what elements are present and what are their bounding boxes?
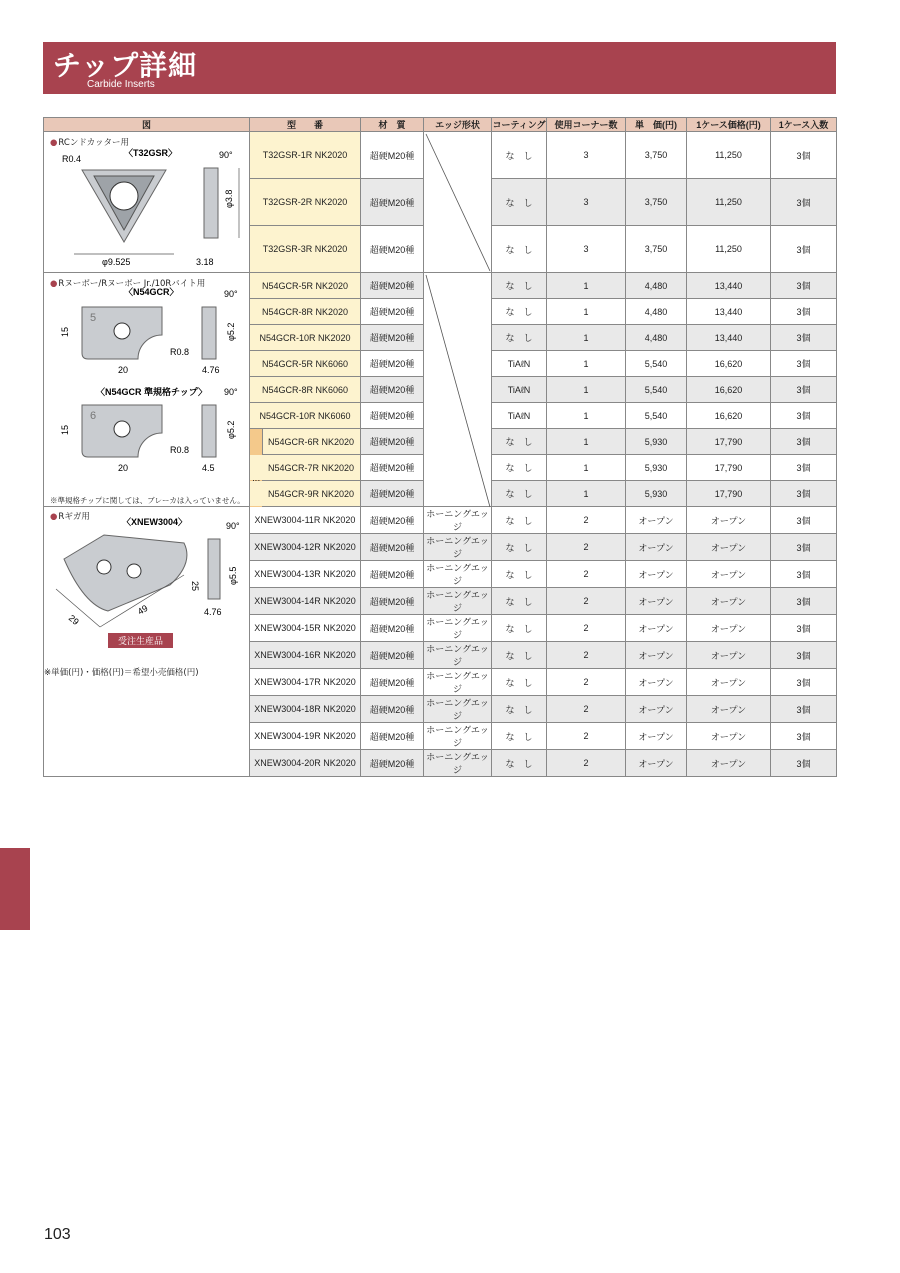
material: 超硬M20種 xyxy=(361,325,424,351)
dim-radius: R0.8 xyxy=(170,445,190,455)
column-header: 図 xyxy=(44,118,250,132)
table-cell: ホーニングエッジ xyxy=(424,615,492,642)
table-cell: 16,620 xyxy=(687,377,771,403)
table-cell: TiAℓN xyxy=(492,377,547,403)
drawing-cell-xnew3004 xyxy=(44,507,250,777)
dim-hole: φ3.8 xyxy=(224,189,234,208)
model-number: N54GCR-10R NK2020 xyxy=(250,325,361,351)
group-label: ● RCンドカッター用 xyxy=(50,136,129,148)
table-cell: 2 xyxy=(547,507,626,534)
table-cell: 3個 xyxy=(771,507,837,534)
table-cell: 13,440 xyxy=(687,299,771,325)
table-cell: 1 xyxy=(547,403,626,429)
dim-angle: 90° xyxy=(224,387,238,397)
dim-radius: R0.8 xyxy=(170,347,190,357)
edge-diagonal-line xyxy=(424,132,492,273)
table-cell: 11,250 xyxy=(687,226,771,273)
model-number: XNEW3004-15R NK2020 xyxy=(250,615,361,642)
drawing-title-std: 〈N54GCR 準規格チップ〉 xyxy=(96,387,208,397)
table-cell: オープン xyxy=(687,507,771,534)
table-cell: 超硬M20種 xyxy=(361,507,424,534)
table-cell: な し xyxy=(492,481,547,507)
table-cell: 3個 xyxy=(771,723,837,750)
table-cell: オープン xyxy=(687,723,771,750)
dim-height: 15 xyxy=(60,326,70,337)
dim-thickness: 4.5 xyxy=(202,463,215,473)
material: 超硬M20種 xyxy=(361,351,424,377)
table-cell: な し xyxy=(492,588,547,615)
dim-radius: R0.4 xyxy=(62,154,82,164)
table-cell: 17,790 xyxy=(687,429,771,455)
column-header: 単 価(円) xyxy=(626,118,687,132)
table-cell: 超硬M20種 xyxy=(361,534,424,561)
model-number: XNEW3004-13R NK2020 xyxy=(250,561,361,588)
table-cell: オープン xyxy=(687,642,771,669)
table-cell: オープン xyxy=(626,669,687,696)
group-label: ● Rヌーボー/Rヌーボー Jr./10Rバイト用 xyxy=(50,277,205,289)
n54gcr-drawing xyxy=(44,285,248,517)
model-number: XNEW3004-16R NK2020 xyxy=(250,642,361,669)
dim-b: 49 xyxy=(135,602,150,617)
table-cell: オープン xyxy=(626,750,687,777)
table-cell: オープン xyxy=(626,642,687,669)
dim-height: 25 xyxy=(190,581,200,592)
table-cell: な し xyxy=(492,561,547,588)
price-footnote: ※単価(円)・価格(円)＝希望小売価格(円) xyxy=(44,668,199,678)
table-cell: 2 xyxy=(547,750,626,777)
table-cell: 1 xyxy=(547,351,626,377)
model-number: XNEW3004-14R NK2020 xyxy=(250,588,361,615)
column-header: 1ケース価格(円) xyxy=(687,118,771,132)
table-header-row xyxy=(44,118,837,132)
dim-thickness: 4.76 xyxy=(202,365,220,375)
table-cell: 4,480 xyxy=(626,273,687,299)
table-cell: オープン xyxy=(687,615,771,642)
material: 超硬M20種 xyxy=(361,455,424,481)
material: 超硬M20種 xyxy=(361,226,424,273)
table-cell: TiAℓN xyxy=(492,403,547,429)
model-number: T32GSR-2R NK2020 xyxy=(250,179,361,226)
table-cell: 3個 xyxy=(771,642,837,669)
table-row xyxy=(44,132,837,179)
table-cell: 13,440 xyxy=(687,325,771,351)
table-cell: オープン xyxy=(626,723,687,750)
table-cell: オープン xyxy=(687,750,771,777)
table-cell: な し xyxy=(492,299,547,325)
table-cell: 3個 xyxy=(771,226,837,273)
table-row xyxy=(44,507,837,534)
table-cell: な し xyxy=(492,750,547,777)
dim-thickness: 4.76 xyxy=(204,607,222,617)
table-cell: 3個 xyxy=(771,455,837,481)
inserts-table xyxy=(43,117,837,777)
table-cell: な し xyxy=(492,669,547,696)
std-note: ※準規格チップに関しては、ブレーカは入っていません。 xyxy=(50,496,245,505)
model-number-std xyxy=(250,481,361,507)
table-cell: 3個 xyxy=(771,132,837,179)
drawing-cell-n54gcr xyxy=(44,273,250,507)
table-cell: 3,750 xyxy=(626,179,687,226)
table-cell: 3 xyxy=(547,179,626,226)
table-cell: 3個 xyxy=(771,750,837,777)
table-cell: 3,750 xyxy=(626,226,687,273)
table-cell: な し xyxy=(492,226,547,273)
dim-hole: φ5.2 xyxy=(226,420,236,439)
insert-number: 6 xyxy=(90,410,97,422)
table-cell: 3個 xyxy=(771,429,837,455)
material: 超硬M20種 xyxy=(361,429,424,455)
table-cell: 11,250 xyxy=(687,179,771,226)
table-cell: 16,620 xyxy=(687,403,771,429)
table-cell: オープン xyxy=(626,696,687,723)
table-cell: な し xyxy=(492,696,547,723)
table-cell: ホーニングエッジ xyxy=(424,696,492,723)
dim-hole: φ5.5 xyxy=(228,566,238,585)
table-cell: 超硬M20種 xyxy=(361,669,424,696)
model-number-std xyxy=(250,429,361,455)
table-cell: 1 xyxy=(547,325,626,351)
table-cell: 1 xyxy=(547,429,626,455)
model-number: N54GCR-5R NK6060 xyxy=(250,351,361,377)
model-number: N54GCR-10R NK6060 xyxy=(250,403,361,429)
table-cell: 超硬M20種 xyxy=(361,588,424,615)
table-cell: な し xyxy=(492,534,547,561)
table-cell: な し xyxy=(492,455,547,481)
edge-shape-cell xyxy=(424,273,492,507)
table-cell: 2 xyxy=(547,588,626,615)
table-cell: オープン xyxy=(626,561,687,588)
table-cell: 3個 xyxy=(771,696,837,723)
table-cell: 4,480 xyxy=(626,325,687,351)
table-cell: 4,480 xyxy=(626,299,687,325)
material: 超硬M20種 xyxy=(361,481,424,507)
table-cell: 17,790 xyxy=(687,455,771,481)
material: 超硬M20種 xyxy=(361,299,424,325)
table-cell: な し xyxy=(492,179,547,226)
table-cell: 3個 xyxy=(771,403,837,429)
table-cell: 1 xyxy=(547,481,626,507)
table-cell: ホーニングエッジ xyxy=(424,561,492,588)
model-number: N54GCR-8R NK2020 xyxy=(250,299,361,325)
side-tab xyxy=(0,848,30,930)
column-header: 型 番 xyxy=(250,118,361,132)
table-cell: な し xyxy=(492,273,547,299)
dim-thickness: 3.18 xyxy=(196,257,214,267)
column-header: 材 質 xyxy=(361,118,424,132)
model-number: XNEW3004-19R NK2020 xyxy=(250,723,361,750)
table-cell: オープン xyxy=(626,615,687,642)
table-cell: 5,930 xyxy=(626,429,687,455)
table-cell: TiAℓN xyxy=(492,351,547,377)
model-number: XNEW3004-12R NK2020 xyxy=(250,534,361,561)
table-cell: な し xyxy=(492,507,547,534)
dim-diameter: φ9.525 xyxy=(102,257,131,267)
model-number: N54GCR-5R NK2020 xyxy=(250,273,361,299)
insert-number: 5 xyxy=(90,312,97,324)
table-cell: 3個 xyxy=(771,377,837,403)
material: 超硬M20種 xyxy=(361,132,424,179)
table-cell: な し xyxy=(492,615,547,642)
table-cell: な し xyxy=(492,429,547,455)
table-cell: 2 xyxy=(547,723,626,750)
table-cell: 2 xyxy=(547,696,626,723)
table-cell: 3 xyxy=(547,226,626,273)
table-cell: 11,250 xyxy=(687,132,771,179)
model-number: XNEW3004-11R NK2020 xyxy=(250,507,361,534)
table-cell: 3個 xyxy=(771,273,837,299)
material: 超硬M20種 xyxy=(361,179,424,226)
table-cell: オープン xyxy=(687,669,771,696)
table-cell: 3 xyxy=(547,132,626,179)
model-number: T32GSR-1R NK2020 xyxy=(250,132,361,179)
model-number: N54GCR-6R NK2020 xyxy=(267,436,355,447)
table-cell: オープン xyxy=(687,588,771,615)
table-cell: オープン xyxy=(626,507,687,534)
page-title: チップ詳細 xyxy=(53,49,198,82)
table-cell: オープン xyxy=(687,561,771,588)
t32gsr-drawing xyxy=(44,146,248,271)
table-cell: 3個 xyxy=(771,299,837,325)
table-cell: 2 xyxy=(547,561,626,588)
drawing-title: 〈T32GSR〉 xyxy=(124,148,178,158)
table-cell: 3個 xyxy=(771,588,837,615)
table-cell: 17,790 xyxy=(687,481,771,507)
title-banner xyxy=(43,42,836,94)
column-header: 1ケース入数 xyxy=(771,118,837,132)
material: 超硬M20種 xyxy=(361,273,424,299)
table-cell: 3個 xyxy=(771,615,837,642)
model-number: XNEW3004-18R NK2020 xyxy=(250,696,361,723)
model-number: XNEW3004-17R NK2020 xyxy=(250,669,361,696)
table-cell: 3個 xyxy=(771,481,837,507)
table-cell: な し xyxy=(492,132,547,179)
table-cell: 5,540 xyxy=(626,403,687,429)
table-cell: ホーニングエッジ xyxy=(424,669,492,696)
table-cell: 3個 xyxy=(771,325,837,351)
table-cell: な し xyxy=(492,642,547,669)
table-cell: 3個 xyxy=(771,669,837,696)
group-label: ● Rギガ用 xyxy=(50,510,90,522)
table-cell: オープン xyxy=(626,588,687,615)
table-cell: 2 xyxy=(547,534,626,561)
model-number: XNEW3004-20R NK2020 xyxy=(250,750,361,777)
table-cell: 超硬M20種 xyxy=(361,615,424,642)
model-number: N54GCR-9R NK2020 xyxy=(267,488,355,499)
model-number: N54GCR-8R NK6060 xyxy=(250,377,361,403)
table-cell: 2 xyxy=(547,615,626,642)
dim-angle: 90° xyxy=(224,289,238,299)
table-cell: ホーニングエッジ xyxy=(424,507,492,534)
dim-angle: 90° xyxy=(226,521,240,531)
table-cell: オープン xyxy=(687,534,771,561)
table-cell: 3個 xyxy=(771,561,837,588)
table-cell: ホーニングエッジ xyxy=(424,750,492,777)
table-cell: 5,540 xyxy=(626,377,687,403)
table-cell: 超硬M20種 xyxy=(361,723,424,750)
table-cell: 3個 xyxy=(771,534,837,561)
page-number: 103 xyxy=(44,1226,71,1243)
table-cell: な し xyxy=(492,723,547,750)
table-cell: 3個 xyxy=(771,179,837,226)
column-header: 使用コーナー数 xyxy=(547,118,626,132)
dim-width: 20 xyxy=(118,365,129,375)
table-cell: オープン xyxy=(626,534,687,561)
table-cell: 超硬M20種 xyxy=(361,561,424,588)
table-cell: 13,440 xyxy=(687,273,771,299)
table-cell: 超硬M20種 xyxy=(361,750,424,777)
table-cell: 2 xyxy=(547,669,626,696)
table-cell: な し xyxy=(492,325,547,351)
table-cell: 超硬M20種 xyxy=(361,642,424,669)
model-number: N54GCR-7R NK2020 xyxy=(267,462,355,473)
table-cell: ホーニングエッジ xyxy=(424,534,492,561)
model-number-std xyxy=(250,455,361,481)
material: 超硬M20種 xyxy=(361,403,424,429)
dim-a: 29 xyxy=(66,612,81,627)
table-cell: 1 xyxy=(547,377,626,403)
dim-width: 20 xyxy=(118,463,129,473)
column-header: エッジ形状 xyxy=(424,118,492,132)
table-cell: 5,540 xyxy=(626,351,687,377)
drawing-title: 〈N54GCR〉 xyxy=(124,287,179,297)
table-cell: オープン xyxy=(687,696,771,723)
table-cell: 16,620 xyxy=(687,351,771,377)
material: 超硬M20種 xyxy=(361,377,424,403)
dim-height: 15 xyxy=(60,424,70,435)
table-cell: ホーニングエッジ xyxy=(424,642,492,669)
table-cell: 1 xyxy=(547,299,626,325)
drawing-title: 〈XNEW3004〉 xyxy=(122,517,188,527)
table-cell: 3個 xyxy=(771,351,837,377)
table-cell: 2 xyxy=(547,642,626,669)
table-row xyxy=(44,273,837,299)
table-cell: 超硬M20種 xyxy=(361,696,424,723)
made-to-order-badge: 受注生産品 xyxy=(108,633,173,648)
table-cell: ホーニングエッジ xyxy=(424,723,492,750)
edge-shape-cell xyxy=(424,132,492,273)
table-cell: 5,930 xyxy=(626,455,687,481)
edge-diagonal-line xyxy=(424,273,492,509)
table-cell: 5,930 xyxy=(626,481,687,507)
model-number: T32GSR-3R NK2020 xyxy=(250,226,361,273)
table-cell: 1 xyxy=(547,455,626,481)
table-cell: 1 xyxy=(547,273,626,299)
table-cell: ホーニングエッジ xyxy=(424,588,492,615)
table-cell: 3,750 xyxy=(626,132,687,179)
dim-angle: 90° xyxy=(219,150,233,160)
page-subtitle: Carbide Inserts xyxy=(87,79,155,90)
dim-hole: φ5.2 xyxy=(226,322,236,341)
drawing-cell-t32gsr xyxy=(44,132,250,273)
column-header: コーティング xyxy=(492,118,547,132)
